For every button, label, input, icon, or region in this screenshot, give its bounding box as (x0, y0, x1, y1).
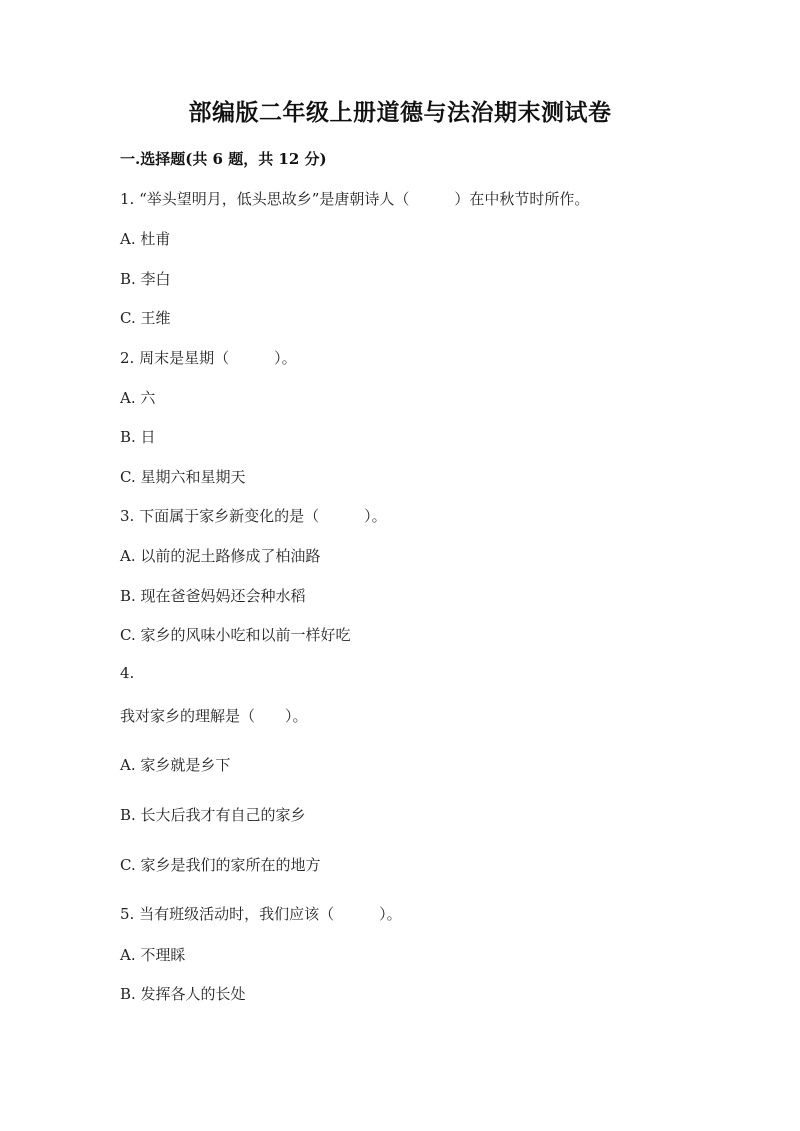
answer-option: A. 六 (120, 389, 156, 407)
answer-option: C. 家乡的风味小吃和以前一样好吃 (120, 626, 351, 644)
answer-option: A. 以前的泥土路修成了柏油路 (120, 547, 321, 565)
answer-option: B. 现在爸爸妈妈还会种水稻 (120, 587, 306, 605)
answer-option: A. 不理睬 (120, 946, 186, 964)
answer-option: C. 家乡是我们的家所在的地方 (120, 856, 321, 874)
question-stem: 我对家乡的理解是（ ）。 (120, 707, 308, 725)
section-heading: 一.选择题(共 6 题，共 12 分) (120, 150, 327, 168)
answer-option: B. 日 (120, 428, 156, 446)
answer-option: B. 李白 (120, 270, 171, 288)
question-stem: 2. 周末是星期（ ）。 (120, 349, 297, 367)
question-number: 4. (120, 664, 135, 682)
answer-option: C. 星期六和星期天 (120, 468, 246, 486)
question-stem: 5. 当有班级活动时，我们应该（ ）。 (120, 905, 402, 923)
answer-option: A. 杜甫 (120, 230, 171, 248)
question-stem: 3. 下面属于家乡新变化的是（ ）。 (120, 507, 387, 525)
question-stem: 1. “举头望明月，低头思故乡”是唐朝诗人（ ）在中秋节时所作。 (120, 190, 590, 208)
answer-option: B. 发挥各人的长处 (120, 985, 246, 1003)
answer-option: B. 长大后我才有自己的家乡 (120, 806, 306, 824)
answer-option: A. 家乡就是乡下 (120, 756, 231, 774)
answer-option: C. 王维 (120, 309, 171, 327)
page-title: 部编版二年级上册道德与法治期末测试卷 (188, 99, 612, 126)
